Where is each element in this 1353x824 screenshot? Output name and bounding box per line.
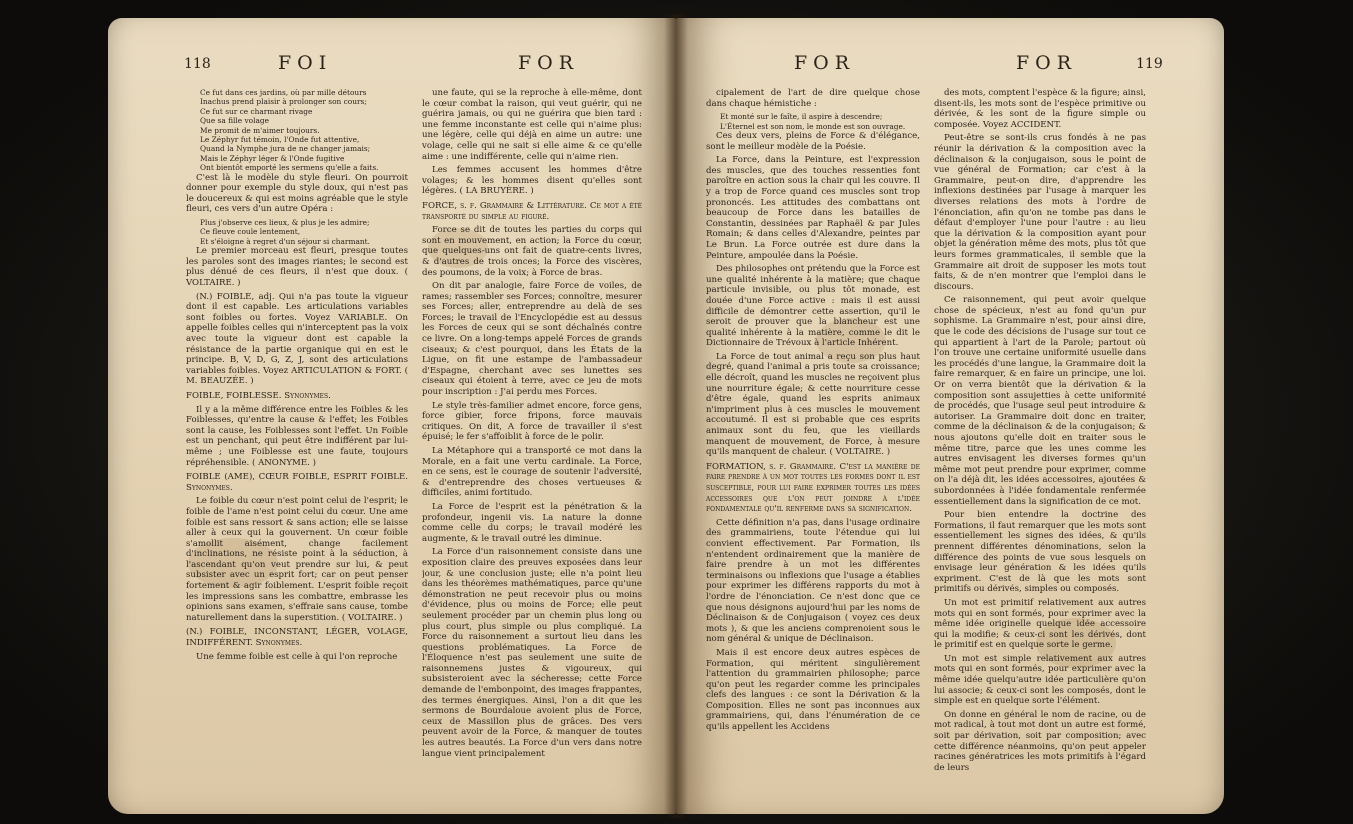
verse-line: Quand la Nymphe jura de ne changer jamais; <box>200 144 371 154</box>
paragraph: La Force d'un raisonnement consiste dans une exposition claire des preuves exposées dans leur jour, & une conclusion juste; elle n'a point lieu dans les théorèmes mathématiques, parce qu'une démonstration ne peut recevoir plus ou moins d'évidence, plus ou moins de Force; elle peut seulement procéder par un chemin plus long ou plus court, plus simple ou plus compliqué. La Force du raisonnement a surtout lieu dans les questions problématiques. La Force de l'Éloquence n'est pas seulement une suite de raisonnemens justes & vigoureux, qui subsisteroient avec la sécheresse; cette Force demande de l'embonpoint, des images frappantes, des termes énergiques. Ainsi, l'on a dit que les sermons de Bourdaloue avoient plus de Force, ceux de Massillon plus de grâces. Des vers peuvent avoir de la Force, & manquer de toutes les autres beautés. La Force d'un vers dans notre langue vient principalement <box>422 547 642 759</box>
paragraph: La Métaphore qui a transporté ce mot dans la Morale, en a fait une vertu cardinale. La Force, en ce sens, est le courage de soutenir l'adversité, & d'entreprendre des choses vertueuses & difficiles, animi fortitudo. <box>422 446 642 499</box>
paragraph: des mots, comptent l'espèce & la figure; ainsi, disent-ils, les mots sont de l'espèce primitive ou dérivée, & les sont de la figure simple ou composée. Voyez ACCIDENT. <box>934 88 1146 130</box>
verse-line: Me promit de m'aimer toujours. <box>200 125 320 135</box>
paragraph: Un mot est simple relativement aux autres mots qui en sont formés, pour exprimer avec la même idée quelqu'autre idée particulière qu'on lui associe; & ceux-ci sont les composés, dont le simple est en quelque sorte l'élément. <box>934 653 1146 707</box>
running-header-right: FOR <box>518 52 580 74</box>
running-header-right: FOR <box>1016 52 1078 74</box>
paragraph: Mais il est encore deux autres espèces de Formation, qui méritent singulièrement l'attention du grammairien philosophe; parce qu'on peut les regarder comme les principales clefs des langues : ce sont la Dérivation & la Composition. Elles ne sont pas inconnues aux grammairiens, qui, dans l'énumération de ce qu'ils appellent les Accidens <box>706 647 920 733</box>
verse-line: Et monté sur le faîte, il aspire à descendre; <box>720 112 883 122</box>
paragraph: Des philosophes ont prétendu que la Force est une qualité inhérente à la matière; que chaque particule invisible, ou plus tôt monade, est douée d'une Force active : mais il est aussi difficile de démontrer cette assertion, qu'il le seroit de prouver que la blancheur est une qualité inhérente à la matière, comme le dit le Dictionnaire de Trévoux à l'article Inhérent. <box>706 264 920 349</box>
paragraph: La Force de tout animal a reçu son plus haut degré, quand l'animal a pris toute sa croissance; elle décroît, quand les muscles ne reçoivent plus une nourriture égale; & cette nourriture cesse d'être égale, quand les esprits animaux n'impriment plus à ces muscles le mouvement accoutumé. Il est si probable que ces esprits animaux sont du feu, que les vieillards manquent de mouvement, de Force, à mesure qu'ils manquent de chaleur. ( VOLTAIRE. ) <box>706 351 920 458</box>
paragraph: Le style très-familier admet encore, force gens, force gibier, force fripons, force mauvais critiques. On dit, A force de travailler il s'est épuisé; le fer s'affoiblit à force de le polir. <box>422 400 642 443</box>
right-page-column-1 <box>706 88 920 804</box>
paragraph: C'est là le modèle du style fleuri. On pourroit donner pour exemple du style doux, qui n'est pas le doucereux & qui est moins agréable que le style fleuri, ces vers d'un autre Opéra : <box>186 172 408 215</box>
left-page-column-2 <box>422 88 642 804</box>
book-gutter <box>664 14 688 818</box>
verse-line: Le Zéphyr fut témoin, l'Onde fut attentive, <box>200 135 360 145</box>
paragraph: Ces deux vers, pleins de Force & d'élégance, sont le meilleur modèle de la Poésie. <box>706 131 920 152</box>
entry-heading: FOIBLE, FOIBLESSE. Synonymes. <box>186 390 331 401</box>
verse-line: Et s'éloigne à regret d'un séjour si charmant. <box>200 236 370 246</box>
verse-line: Ce fut dans ces jardins, où par mille détours <box>200 88 367 97</box>
verse-line: Mais le Zéphyr léger & l'Onde fugitive <box>200 153 345 163</box>
paragraph: Il y a la même différence entre les Foibles & les Foiblesses, qu'entre la cause & l'effet; les Foibles sont la cause, les Foiblesses sont l'effet. Un Foible est un penchant, qui peut être indifférent par lui-même ; une Foiblesse est une faute, toujours répréhensible. ( ANONYME. ) <box>186 404 408 468</box>
paragraph: Une femme foible est celle à qui l'on reproche <box>196 651 398 662</box>
verse-line: Que sa fille volage <box>200 116 269 126</box>
verse-line: Plus j'observe ces lieux, & plus je les admire; <box>200 218 370 228</box>
paragraph: Peut-être se sont-ils crus fondés à ne pas réunir la dérivation & la composition avec la déclinaison & la conjugaison, sous le point de vue général de Formation; car c'est à la Grammaire, peut-on dire, d'apprendre les inflexions destinées par l'usage à marquer les diverses relations des mots à l'ordre de l'énonciation, afin qu'on ne tombe pas dans le défaut d'employer l'une pour l'autre : au lieu que la dérivation & la composition ayant pour objet la génération même des mots, plus tôt que leurs formes grammaticales, il semble que la Grammaire ait droit de supposer les mots tout faits, & de n'en montrer que l'emploi dans le discours. <box>934 133 1146 292</box>
right-page <box>676 18 1224 814</box>
paragraph: Pour bien entendre la doctrine des Formations, il faut remarquer que les mots sont essentiellement les signes des idées, & qu'ils prennent différentes dénominations, selon la différence des points de vue sous lesquels on envisage leur génération & les idées qu'ils expriment. C'est de là que les mots sont primitifs ou dérivés, simples ou composés. <box>934 510 1146 595</box>
paragraph: On donne en général le nom de racine, ou de mot radical, à tout mot dont un autre est formé, soit par dérivation, soit par composition; avec cette différence néanmoins, qu'on peut appeler racines génératrices les mots primitifs à l'égard de leurs <box>934 709 1146 773</box>
left-page-column-1 <box>186 88 408 804</box>
running-header-left: FOI <box>278 52 333 74</box>
paragraph: On dit par analogie, faire Force de voiles, de rames; rassembler ses Forces; connoître, mesurer ses Forces; aller, entreprendre au delà de ses Forces; le travail de l'Encyclopédie est au dessus les Forces de ceux qui se sont déchaînés contre ce livre. On a long-temps appelé Forces de grands ciseaux; & c'est pourquoi, dans les États de la Ligue, on fit une estampe de l'ambassadeur d'Espagne, cherchant avec ses lunettes ses ciseaux qui étoient à terre, avec ce jeu de mots pour inscription : J'ai perdu mes Forces. <box>422 281 642 398</box>
page-number-right: 119 <box>1136 56 1163 72</box>
paragraph: Ce raisonnement, qui peut avoir quelque chose de spécieux, n'est au fond qu'un pur sophisme. La Grammaire n'est, pour ainsi dire, que le code des décisions de l'usage sur tout ce qui appartient à l'art de la Parole; partout où l'on trouve une certaine uniformité usuelle dans les procédés d'une langue, la Grammaire doit la faire remarquer, & en faire un principe, une loi. Or on verra bientôt que la dérivation & la composition sont assujetties à cette uniformité de procédés, que l'usage seul peut introduire & autoriser. La Grammaire doit donc en traiter, comme de la déclinaison & de la conjugaison; & nous ajoutons qu'elle doit en traiter sous le même titre, parce que les unes comme les autres envisagent les diverses formes qu'un même mot peut prendre pour exprimer, comme on l'a déjà dit, les idées accessoires, ajoutées & subordonnées à l'idée fondamentale renfermée essentiellement dans la signification de ce mot. <box>934 295 1146 507</box>
verse-line: Inachus prend plaisir à prolonger son cours; <box>200 97 367 107</box>
verse-line: Ont bientôt emporté les sermens qu'elle a faits. <box>200 163 379 173</box>
right-page-column-2 <box>934 88 1146 804</box>
verse-line: L'Éternel est son nom, le monde est son ouvrage. <box>720 121 906 131</box>
entry-heading: FORMATION, s. f. Grammaire. C'est la manière de faire prendre à un mot toutes les formes dont il est susceptible, pour lui faire exprimer toutes les idées accessoires que l'on peut joindre à l'idée fondamentale qu'il renferme dans sa signification. <box>706 461 920 515</box>
left-page <box>108 18 676 814</box>
verse-line: Ce fleuve coule lentement, <box>200 227 301 237</box>
paragraph: cipalement de l'art de dire quelque chose dans chaque hémistiche : <box>706 88 920 109</box>
entry-heading: (N.) FOIBLE, INCONSTANT, LÉGER, VOLAGE, INDIFFÉRENT. Synonymes. <box>186 627 408 649</box>
paragraph: (N.) FOIBLE, adj. Qui n'a pas toute la vigueur dont il est capable. Les articulations variables sont foibles ou fortes. Voyez VARIABLE. On appelle foibles celles qui n'interceptent pas la voix avec toute la vigueur dont est capable la résistance de la partie organique qui en est le principe. B, V, D, G, Z, J, sont des articulations variables foibles. Voyez ARTICULATION & FORT. ( M. BEAUZÉE. ) <box>186 291 408 387</box>
page-number-left: 118 <box>184 56 211 72</box>
paragraph: Le foible du cœur n'est point celui de l'esprit; le foible de l'ame n'est point celui du cœur. Une ame foible est sans ressort & sans action; elle se laisse aller à ceux qui la gouvernent. Un cœur foible s'amollit aisément, change facilement d'inclinations, ne résiste point à la séduction, à l'ascendant qu'on veut prendre sur lui, & peut subsister avec un esprit fort; car on peut penser fortement & agir foiblement. L'esprit foible reçoit les impressions sans les combattre, embrasse les opinions sans examen, s'effraie sans cause, tombe naturellement dans la superstition. ( VOLTAIRE. ) <box>186 496 408 623</box>
paragraph: Force se dit de toutes les parties du corps qui sont en mouvement, en action; la Force du cœur, que quelques-uns ont fait de quatre-cents livres, & d'autres de trois onces; la Force des viscères, des poumons, de la voix; à Force de bras. <box>422 225 642 278</box>
paragraph: La Force de l'esprit est la pénétration & la profondeur, ingenii vis. La nature la donne comme celle du corps; le travail modéré les augmente, & le travail outré les diminue. <box>422 501 642 544</box>
running-header-left: FOR <box>794 52 856 74</box>
paragraph: Un mot est primitif relativement aux autres mots qui en sont formés, pour exprimer avec la même idée originelle quelque idée accessoire qui la modifie; & ceux-ci sont les dérivés, dont le primitif est en quelque sorte le germe. <box>934 597 1146 651</box>
paragraph: Cette définition n'a pas, dans l'usage ordinaire des grammairiens, toute l'étendue qui lui convient effectivement. Par Formation, ils n'entendent ordinairement que la manière de faire prendre à un mot les différentes terminaisons ou inflexions que l'usage a établies pour exprimer les différens rapports du mot à l'ordre de l'énonciation. Ce n'est donc que ce que nous désignons aujourd'hui par les noms de Déclinaison & de Conjugaison ( voyez ces deux mots ), & que les anciens comprenoient sous le nom général & unique de Déclinaison. <box>706 517 920 645</box>
entry-heading: FOIBLE (AME), CŒUR FOIBLE, ESPRIT FOIBLE. Synonymes. <box>186 472 408 493</box>
paragraph: Les femmes accusent les hommes d'être volages; & les hommes disent qu'elles sont légères. ( LA BRUYÈRE. ) <box>422 165 642 197</box>
entry-heading: FORCE, s. f. Grammaire & Littérature. Ce mot a été transporté du simple au figuré. <box>422 200 642 222</box>
paragraph: une faute, qui se la reproche à elle-même, dont le cœur combat la raison, qui veut guérir, qui ne guérira jamais, ou qui ne guérira que bien tard : une femme inconstante est celle qui n'aime plus: une légère, celle qui déjà en aime un autre: une volage, celle qui ne sait si elle aime & ce qu'elle aime : une indifférente, celle qui n'aime rien. <box>422 88 642 162</box>
paragraph: La Force, dans la Peinture, est l'expression des muscles, que des touches ressenties font paroître en action sous la chair qui les couvre. Il y a trop de Force quand ces muscles sont trop prononcés. Les attitudes des combattans ont beaucoup de Force dans les batailles de Constantin, dessinées par Raphaël & par Jules Romain; & dans celles d'Alexandre, peintes par Le Brun. La Force outrée est dure dans la Peinture, ampoulée dans la Poésie. <box>706 155 920 261</box>
verse-line: Ce fut sur ce charmant rivage <box>200 106 313 116</box>
paragraph: Le premier morceau est fleuri, presque toutes les paroles sont des images riantes; le second est plus dénué de ces fleurs, il n'est que doux. ( VOLTAIRE. ) <box>186 246 408 289</box>
